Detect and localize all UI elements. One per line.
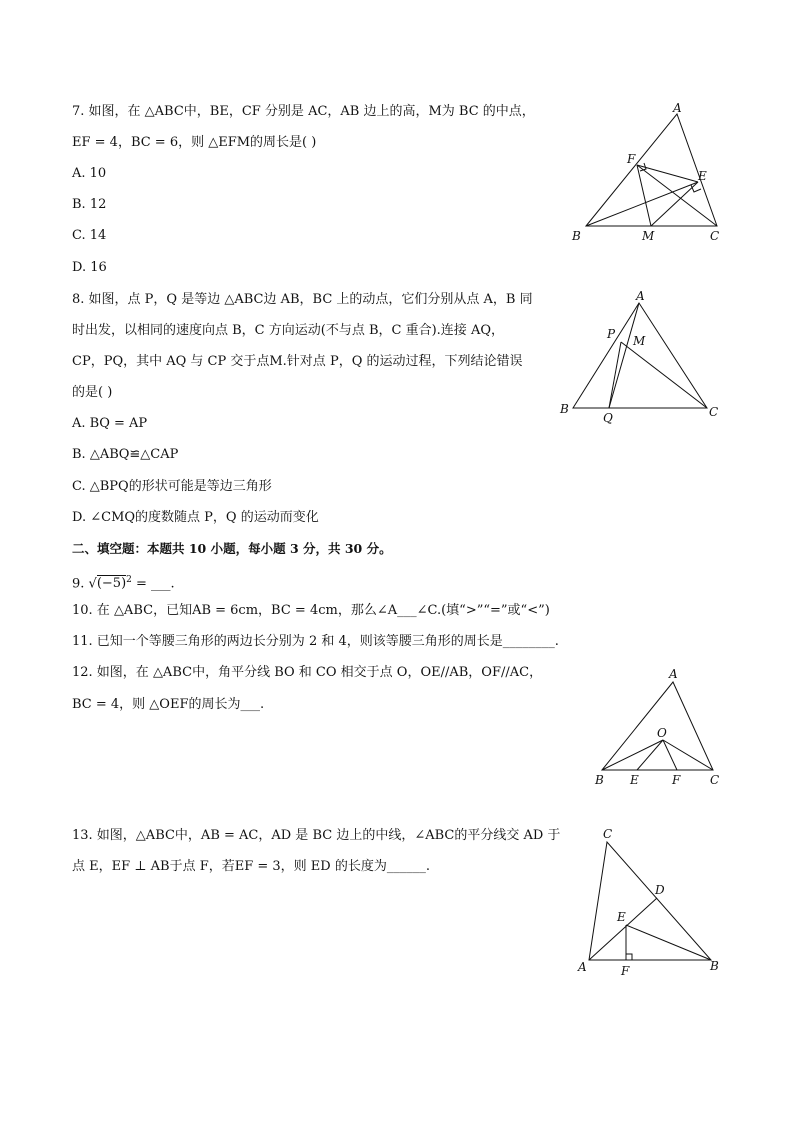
q13-line2: 点 E，EF ⊥ AB于点 F，若EF = 3，则 ED 的长度为______. (72, 859, 430, 874)
q7-segment-ef (637, 165, 698, 182)
q12-label-c: C (710, 773, 720, 787)
q12-label-a: A (669, 667, 678, 681)
q8-line1: 8. 如图，点 P，Q 是等边 △ABC边 AB，BC 上的动点，它们分别从点 A，B 同 (72, 292, 533, 307)
q8-label-c: C (709, 405, 719, 419)
q9-line (72, 571, 175, 593)
q8-label-b: B (560, 402, 569, 416)
q13-segment-be (626, 925, 711, 960)
q7-option-c: C. 14 (72, 228, 107, 243)
q7-option-d: D. 16 (72, 260, 107, 275)
q13-label-d: D (655, 883, 665, 897)
q8-label-m: M (633, 334, 646, 348)
q8-option-c: C. △BPQ的形状可能是等边三角形 (72, 479, 272, 494)
q12-segment-oe (637, 740, 663, 770)
q8-figure (552, 285, 732, 430)
q8-option-d: D. ∠CMQ的度数随点 P，Q 的运动而变化 (72, 510, 319, 525)
q7-option-b: B. 12 (72, 197, 107, 212)
q7-label-f: F (627, 152, 636, 166)
q7-line1: 7. 如图，在 △ABC中，BE，CF 分别是 AC，AB 边上的高，M为 BC 的中点， (72, 104, 535, 119)
q13-figure (570, 822, 730, 982)
q12-line2: BC = 4，则 △OEF的周长为___. (72, 697, 265, 712)
q12-label-e: E (630, 773, 639, 787)
q13-line1: 13. 如图，△ABC中，AB = AC，AD 是 BC 边上的中线，∠ABC的平分线交 AD 于 (72, 828, 561, 843)
q8-segment-aq (609, 303, 639, 408)
q8-line4: 的是( ) (72, 385, 113, 400)
q7-label-a: A (673, 101, 682, 115)
q7-line2: EF = 4，BC = 6，则 △EFM的周长是( ) (72, 135, 317, 150)
q7-option-a: A. 10 (72, 166, 107, 181)
q7-label-c: C (710, 229, 720, 243)
sqrt-icon: √ (88, 576, 97, 592)
q13-label-f: F (621, 964, 630, 978)
q7-figure (560, 100, 740, 250)
q8-line2: 时出发，以相同的速度向点 B，C 方向运动(不与点 B，C 重合).连接 AQ， (72, 323, 504, 338)
q8-segment-pq (609, 342, 621, 408)
q11-line: 11. 已知一个等腰三角形的两边长分别为 2 和 4，则该等腰三角形的周长是________. (72, 634, 559, 649)
q8-segment-cp (621, 342, 707, 408)
q8-option-b: B. △ABQ≌△CAP (72, 447, 179, 462)
q12-label-o: O (657, 726, 667, 740)
q13-label-a: A (578, 960, 587, 974)
q12-line1: 12. 如图，在 △ABC中，角平分线 BO 和 CO 相交于点 O，OE//AB，OF//AC， (72, 665, 543, 680)
q13-label-e: E (617, 910, 626, 924)
section-fill-in-title: 二、填空题：本题共 10 小题，每小题 3 分，共 30 分。 (72, 541, 392, 556)
q8-line3: CP，PQ，其中 AQ 与 CP 交于点M.针对点 P，Q 的运动过程，下列结论错误 (72, 354, 523, 369)
q8-label-p: P (607, 327, 616, 341)
q9-exponent: 2 (126, 575, 132, 585)
q13-label-c: C (603, 827, 613, 841)
q13-right-angle-f (626, 954, 632, 960)
q12-label-f: F (672, 773, 681, 787)
q12-segment-bo (602, 740, 663, 770)
q13-label-b: B (710, 959, 719, 973)
q10-line: 10. 在 △ABC，已知AB = 6cm，BC = 4cm，那么∠A___∠C.(填“>”“=”或“<”) (72, 603, 550, 618)
q7-label-m: M (642, 229, 655, 243)
q9-prefix: 9. (72, 576, 89, 592)
q7-segment-em (651, 182, 698, 226)
q7-label-b: B (572, 229, 581, 243)
q7-label-e: E (698, 169, 707, 183)
q13-segment-ad (589, 898, 657, 960)
q8-label-a: A (636, 289, 645, 303)
q8-label-q: Q (603, 411, 613, 425)
q7-right-angle-e (691, 185, 701, 192)
q8-option-a: A. BQ = AP (72, 416, 148, 431)
q9-radicand: (−5) (96, 576, 127, 592)
q12-figure (585, 662, 735, 792)
q9-suffix: = ___. (131, 576, 175, 592)
q12-label-b: B (595, 773, 604, 787)
q13-triangle-abc (589, 842, 711, 960)
